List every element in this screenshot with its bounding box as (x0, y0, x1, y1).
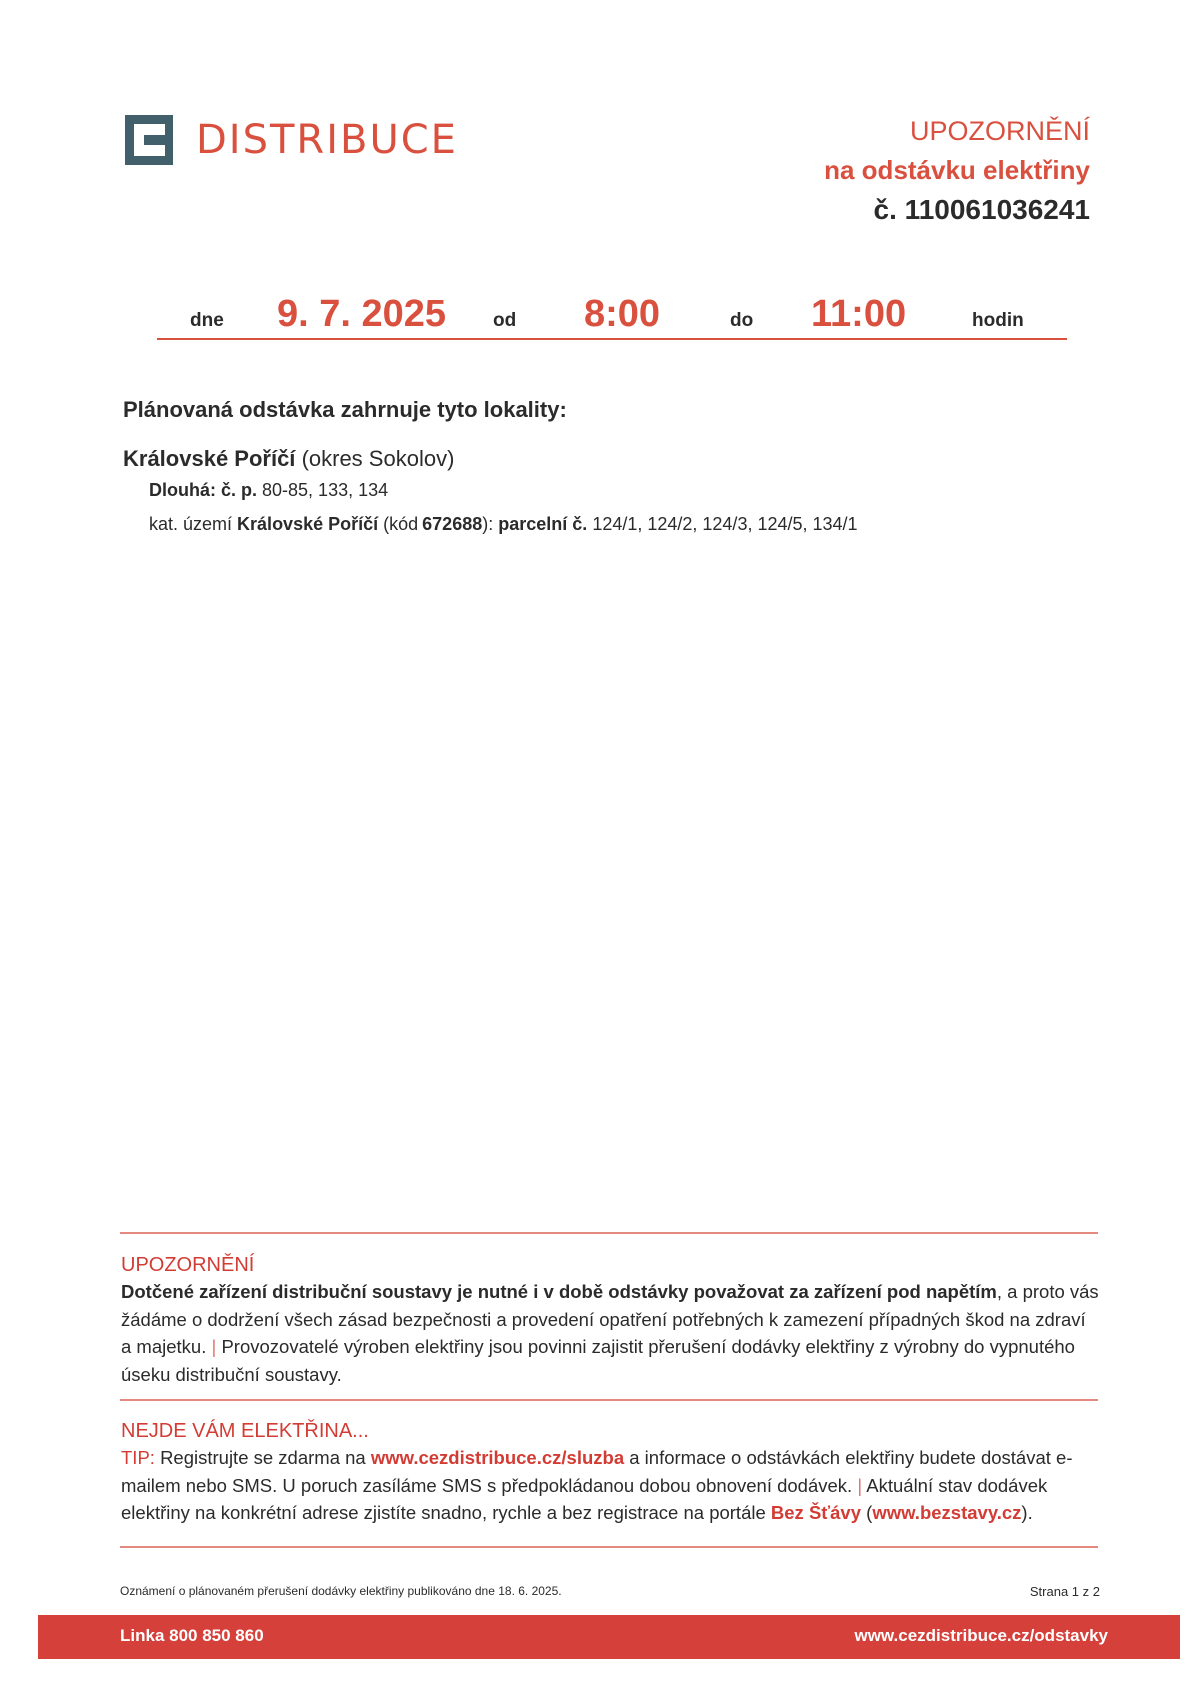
separator: | (857, 1474, 863, 1496)
notice-title: UPOZORNĚNÍ (909, 116, 1090, 146)
cadastral-code: 672688 (422, 514, 483, 534)
warning-text (121, 1278, 1101, 1388)
warning-text-1: , a proto vás žádáme o dodržení všech zásad bezpečnosti a provedení opatření potřebných k zamezení případných škod na zdraví a majetku. (121, 1281, 1099, 1357)
notice-subtitle: na odstávku elektřiny (824, 155, 1090, 185)
to-label: do (730, 310, 754, 331)
tip-title: NEJDE VÁM ELEKTŘINA... (121, 1420, 369, 1442)
outages-website-link[interactable]: www.cezdistribuce.cz/odstavky (854, 1626, 1108, 1645)
town-name: Královské Poříčí (123, 446, 296, 471)
warning-text-2: Provozovatelé výroben elektřiny jsou povinni zajistit přerušení dodávky elektřiny z výrobny do vypnutého úseku distribuční soustavy. (121, 1336, 1075, 1385)
locality-town (123, 446, 454, 472)
hotline: Linka 800 850 860 (120, 1626, 264, 1645)
tip-text (121, 1444, 1101, 1527)
parcel-numbers: 124/1, 124/2, 124/3, 124/5, 134/1 (592, 514, 858, 534)
street-numbers: 80-85, 133, 134 (262, 480, 389, 500)
outage-date: 9. 7. 2025 (277, 293, 447, 335)
warning-bold-text: Dotčené zařízení distribuční soustavy je nutné i v době odstávky považovat za zařízení pod napětím (121, 1281, 997, 1302)
tip-text-3: Aktuální stav dodávek elektřiny na konkrétní adrese zjistíte snadno, rychle a bez registrace na portále (121, 1474, 1048, 1523)
district-name: (okres Sokolov) (301, 446, 455, 471)
logo-text: DISTRIBUCE (196, 117, 458, 163)
tip-text-1: Registrujte se zdarma na (160, 1447, 366, 1468)
street-label: Dlouhá: č. p. (149, 480, 257, 500)
notice-number: č. 110061036241 (873, 194, 1090, 225)
cadastral-code-prefix: (kód (383, 514, 419, 534)
paren-close: ). (1021, 1502, 1033, 1523)
warning-title: UPOZORNĚNÍ (121, 1254, 255, 1276)
portal-name: Bez Šťávy (770, 1502, 862, 1523)
from-label: od (493, 310, 517, 331)
divider (120, 1232, 1098, 1234)
separator: | (211, 1336, 217, 1357)
tip-text-2: a informace o odstávkách elektřiny budete dostávat e-mailem nebo SMS. U poruch zasíláme SMS s předpokládanou dobou obnovení dodávek. (121, 1447, 1073, 1496)
locality-street (149, 480, 388, 501)
day-label: dne (190, 310, 224, 331)
parcel-label: parcelní č. (498, 514, 588, 534)
localities-heading: Plánovaná odstávka zahrnuje tyto lokality: (123, 397, 567, 422)
bezstavy-link[interactable]: www.bezstavy.cz (872, 1502, 1022, 1523)
cez-logo-icon (125, 115, 173, 165)
tip-label: TIP: (121, 1447, 155, 1468)
cadastral-prefix: kat. území (149, 514, 233, 534)
locality-parcels (149, 514, 858, 535)
divider (120, 1399, 1098, 1401)
publication-note: Oznámení o plánovaném přerušení dodávky elektřiny publikováno dne 18. 6. 2025. (120, 1584, 562, 1598)
hours-label: hodin (972, 310, 1024, 331)
paren-open: ( (866, 1502, 873, 1523)
footer-bar (38, 1615, 1180, 1659)
notice-title-block (824, 112, 1090, 230)
divider (120, 1546, 1098, 1548)
cadastral-name: Královské Poříčí (237, 514, 379, 534)
registration-link[interactable]: www.cezdistribuce.cz/sluzba (370, 1447, 625, 1468)
cadastral-code-suffix: ): (482, 514, 494, 534)
page-number: Strana 1 z 2 (1029, 1584, 1100, 1599)
to-time: 11:00 (811, 293, 907, 335)
outage-schedule (157, 284, 1067, 340)
from-time: 8:00 (584, 293, 661, 335)
